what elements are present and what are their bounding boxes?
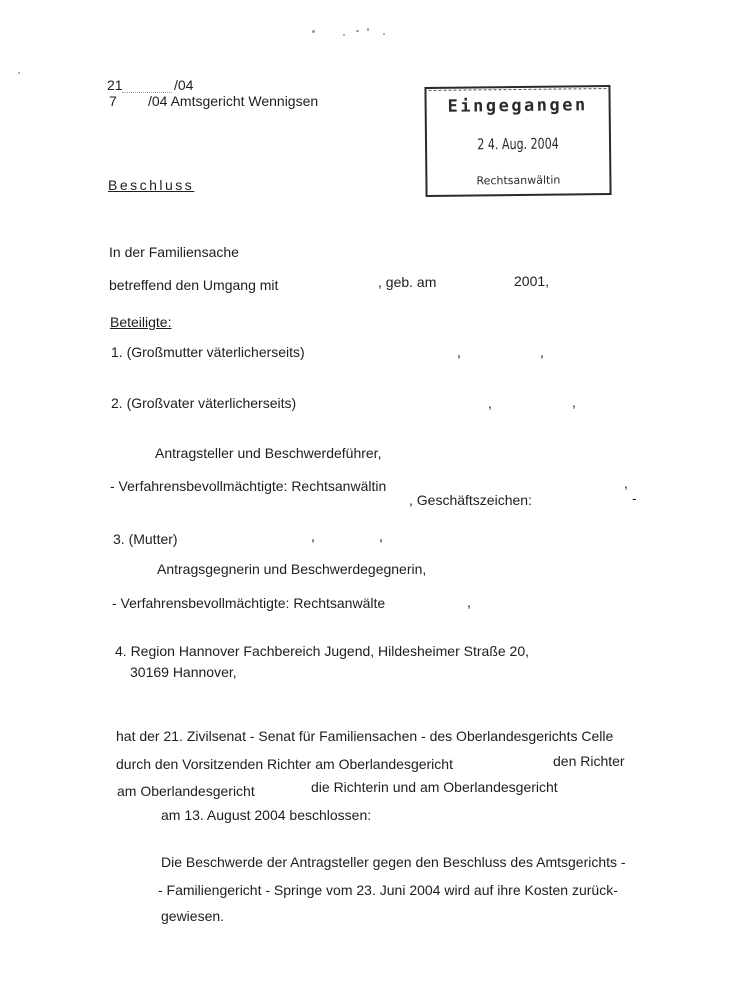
stamp-footer: Rechtsanwältin xyxy=(476,173,561,188)
file-ref-number-a: 21 xyxy=(107,77,123,93)
file-reference-line2-number: 7 xyxy=(109,93,117,109)
document-heading: Beschluss xyxy=(108,177,195,193)
scan-speck xyxy=(312,30,315,33)
intro-line1: In der Familiensache xyxy=(109,244,239,260)
party-1-2-counsel-separator: , xyxy=(624,475,628,491)
party-3-counsel-separator: , xyxy=(467,594,471,610)
party-2-separator-2: , xyxy=(572,394,576,410)
intro-line2-b: , geb. am xyxy=(378,274,437,290)
decision-line1: Die Beschwerde der Antragsteller gegen den Beschluss des Amtsgerichts - xyxy=(161,854,626,870)
party-3-separator-2: , xyxy=(379,528,383,544)
scan-speck xyxy=(343,34,345,36)
intro-line2-c: 2001, xyxy=(514,273,550,289)
stamp-title: Eingegangen xyxy=(447,95,588,117)
party-3-role: Antragsgegnerin und Beschwerdegegnerin, xyxy=(157,561,427,577)
parties-heading: Beteiligte: xyxy=(110,314,172,330)
body-line3-a: am Oberlandesgericht xyxy=(117,783,255,799)
party-2-separator: , xyxy=(488,395,492,411)
body-line2-b: den Richter xyxy=(553,753,625,769)
body-line2-a: durch den Vorsitzenden Richter am Oberlandesgericht xyxy=(116,756,453,772)
party-1-separator: , xyxy=(457,344,461,360)
party-1-2-counsel-reference: , Geschäftszeichen: xyxy=(409,492,532,508)
decision-line2: - Familiengericht - Springe vom 23. Juni 2004 wird auf ihre Kosten zurück- xyxy=(158,882,618,898)
party-4-line1: 4. Region Hannover Fachbereich Jugend, Hildesheimer Straße 20, xyxy=(115,643,530,659)
stamp-date: 2 4. Aug. 2004 xyxy=(477,134,559,154)
file-reference-line1 xyxy=(107,77,123,94)
party-1-2-counsel: - Verfahrensbevollmächtigte: Rechtsanwältin xyxy=(110,478,387,494)
body-line4: am 13. August 2004 beschlossen: xyxy=(161,807,372,823)
party-3: 3. (Mutter) xyxy=(113,531,178,547)
party-1-separator-2: , xyxy=(540,344,544,360)
scan-speck xyxy=(356,30,359,32)
body-line3-b: die Richterin und am Oberlandesgericht xyxy=(311,779,558,795)
party-2: 2. (Großvater väterlicherseits) xyxy=(111,395,297,411)
file-ref-year-a: /04 xyxy=(174,77,194,93)
party-1-2-role: Antragsteller und Beschwerdeführer, xyxy=(155,445,382,461)
file-reference-line2-court: /04 Amtsgericht Wennigsen xyxy=(148,93,319,109)
body-line1: hat der 21. Zivilsenat - Senat für Familiensachen - des Oberlandesgerichts Celle xyxy=(116,728,614,744)
party-1-2-counsel-dash: - xyxy=(632,490,637,506)
scan-speck xyxy=(367,28,369,31)
scan-speck xyxy=(383,33,385,35)
party-4-line2: 30169 Hannover, xyxy=(130,664,237,680)
scan-speck xyxy=(18,72,20,74)
party-3-counsel: - Verfahrensbevollmächtigte: Rechtsanwälte xyxy=(112,595,386,611)
stamp-dashed-rule xyxy=(428,88,606,91)
decision-line3: gewiesen. xyxy=(161,908,225,924)
intro-line2-a: betreffend den Umgang mit xyxy=(109,277,279,293)
party-1: 1. (Großmutter väterlicherseits) xyxy=(111,344,305,360)
received-stamp xyxy=(424,85,611,197)
party-3-separator: , xyxy=(311,528,315,544)
